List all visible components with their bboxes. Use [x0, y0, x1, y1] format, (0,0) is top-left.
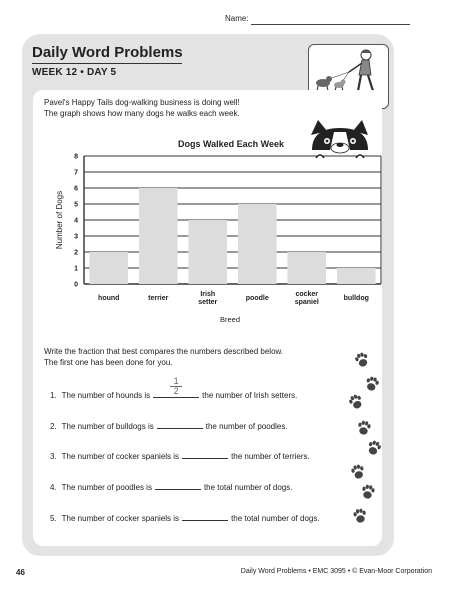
dog-walking-icon	[309, 45, 388, 95]
category-label: Irish setter	[198, 291, 218, 306]
intro-line-2: The graph shows how many dogs he walks each week.	[44, 109, 240, 118]
answer-blank[interactable]	[153, 376, 199, 398]
y-tick-label: 7	[74, 169, 78, 177]
worksheet-title: Daily Word Problems	[32, 44, 183, 61]
y-tick-label: 8	[74, 153, 78, 161]
instructions	[44, 346, 334, 368]
name-label: Name:	[225, 14, 249, 23]
question-text-after: the number of Irish setters.	[202, 391, 298, 400]
paw-print-icon	[357, 420, 371, 436]
y-tick-label: 2	[74, 249, 78, 257]
intro-text	[44, 97, 324, 119]
question-text-after: the total number of dogs.	[203, 483, 293, 492]
question-number: 5.	[50, 514, 57, 523]
question-number: 2.	[50, 422, 57, 431]
name-field[interactable]	[251, 24, 410, 25]
question-text-before: The number of bulldogs is	[61, 422, 154, 431]
category-label: poodle	[245, 295, 269, 302]
paw-prints	[344, 350, 384, 530]
intro-line-1: Pavel's Happy Tails dog-walking business is doing well!	[44, 98, 240, 107]
content-card	[33, 90, 382, 546]
question-text-after: the number of poodles.	[205, 422, 288, 431]
y-tick-label: 1	[74, 265, 78, 273]
category-label: hound	[98, 295, 120, 302]
question-text-before: The number of poodles is	[61, 483, 152, 492]
answer-blank[interactable]	[157, 419, 203, 429]
y-axis-label: Number of Dogs	[55, 190, 64, 250]
question-3	[50, 449, 310, 461]
title-underline	[32, 63, 182, 64]
answer-blank[interactable]	[182, 449, 228, 459]
x-axis-label: Breed	[219, 315, 241, 324]
y-tick-label: 0	[74, 281, 78, 289]
paw-print-icon	[354, 351, 370, 368]
y-tick-label: 4	[74, 217, 78, 225]
week-day-label: WEEK 12 • DAY 5	[32, 67, 117, 78]
question-text-before: The number of hounds is	[61, 391, 151, 400]
sample-answer: 1 2	[153, 377, 199, 396]
answer-blank[interactable]	[155, 480, 201, 490]
question-text-before: The number of cocker spaniels is	[61, 514, 180, 523]
category-label: terrier	[148, 295, 169, 302]
y-tick-label: 5	[74, 201, 78, 209]
paw-print-icon	[350, 464, 365, 480]
paw-print-icon	[347, 393, 364, 411]
footer-credit: Daily Word Problems • EMC 3095 • © Evan-Moor Corporation	[240, 568, 432, 575]
question-number: 4.	[50, 483, 57, 492]
question-2	[50, 419, 288, 431]
paw-print-icon	[353, 508, 367, 524]
question-text-before: The number of cocker spaniels is	[61, 452, 180, 461]
question-5	[50, 511, 320, 523]
question-text-after: the number of terriers.	[231, 452, 310, 461]
answer-blank[interactable]	[182, 511, 228, 521]
instructions-line-1: Write the fraction that best compares the numbers described below.	[44, 347, 284, 356]
question-text-after: the total number of dogs.	[231, 514, 320, 523]
question-1	[50, 376, 298, 400]
y-tick-label: 3	[74, 233, 78, 241]
chart-title: Dogs Walked Each Week	[177, 139, 285, 149]
paw-print-icon	[361, 484, 375, 500]
category-label: bulldog	[343, 295, 369, 302]
question-4	[50, 480, 292, 492]
instructions-line-2: The first one has been done for you.	[44, 358, 173, 367]
paw-print-icon	[366, 439, 382, 456]
question-number: 3.	[50, 452, 57, 461]
paw-print-icon	[364, 376, 379, 392]
page-number: 46	[16, 568, 25, 577]
category-label: cocker spaniel	[294, 291, 319, 306]
y-tick-label: 6	[74, 185, 78, 193]
question-number: 1.	[50, 391, 57, 400]
